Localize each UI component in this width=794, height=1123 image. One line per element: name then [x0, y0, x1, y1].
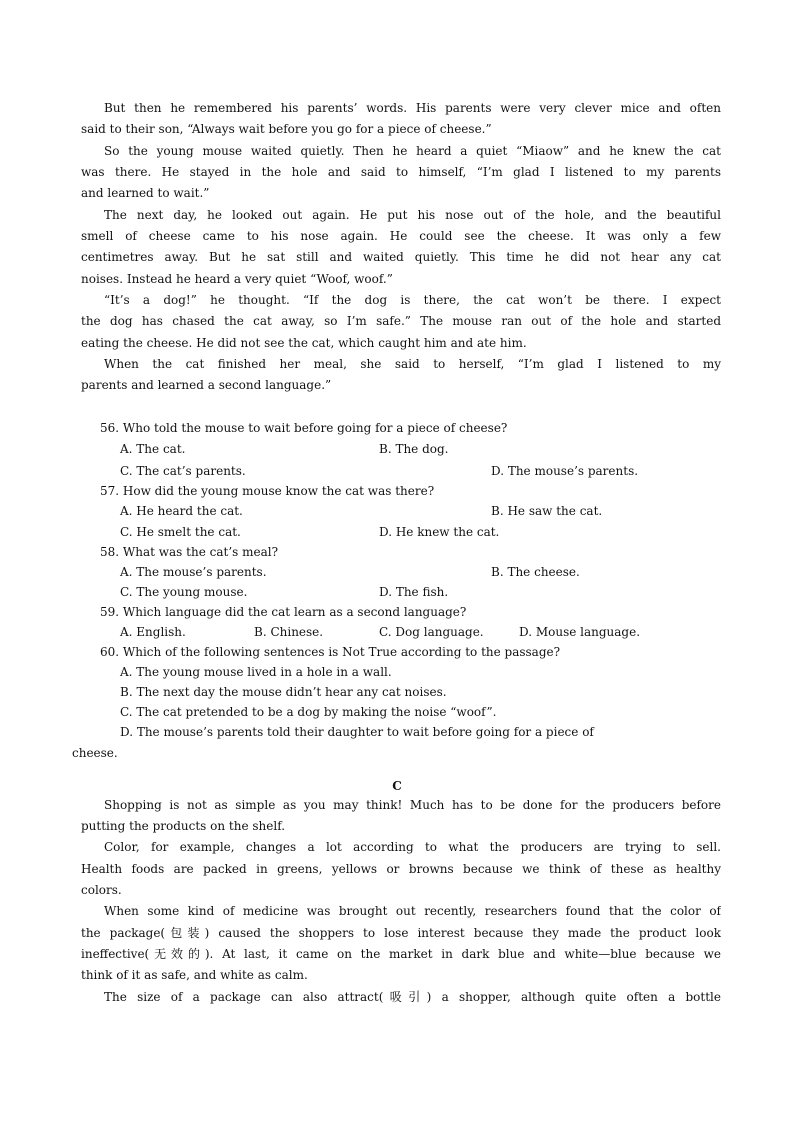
- question-56-stem: 56. Who told the mouse to wait before going for a piece of cheese?: [100, 421, 508, 435]
- passage-b-line: noises. Instead he heard a very quiet “Woof, woof.”: [81, 272, 393, 286]
- passage-c-line: When some kind of medicine was brought out recently, researchers found that the color of: [104, 904, 721, 918]
- question-59-option-b: B. Chinese.: [254, 625, 324, 639]
- passage-b-line: centimetres away. But he sat still and waited quietly. This time he did not hear any cat: [81, 250, 721, 264]
- question-60-stem: 60. Which of the following sentences is Not True according to the passage?: [100, 645, 561, 659]
- passage-c-line: putting the products on the shelf.: [81, 819, 286, 833]
- question-58-option-d: D. The fish.: [379, 585, 449, 599]
- passage-b-line: and learned to wait.”: [81, 186, 210, 200]
- passage-c-line: Color, for example, changes a lot according to what the producers are trying to sell.: [104, 840, 721, 854]
- question-57-option-b: B. He saw the cat.: [491, 504, 603, 518]
- passage-b-line: said to their son, “Always wait before you go for a piece of cheese.”: [81, 122, 492, 136]
- question-56-option-d: D. The mouse’s parents.: [491, 464, 639, 478]
- question-56-option-c: C. The cat’s parents.: [120, 464, 246, 478]
- question-59-stem: 59. Which language did the cat learn as a second language?: [100, 605, 467, 619]
- passage-b-line: When the cat finished her meal, she said to herself, “I’m glad I listened to my: [104, 357, 721, 371]
- question-57-stem: 57. How did the young mouse know the cat was there?: [100, 484, 435, 498]
- passage-c-line: the package(包装) caused the shoppers to lose interest because they made the product look: [81, 926, 721, 940]
- question-57-option-d: D. He knew the cat.: [379, 525, 500, 539]
- question-56-option-b: B. The dog.: [379, 442, 449, 456]
- question-58-option-b: B. The cheese.: [491, 565, 580, 579]
- question-60-option-d-cont: cheese.: [72, 746, 118, 760]
- question-59-option-a: A. English.: [120, 625, 186, 639]
- passage-b-line: parents and learned a second language.”: [81, 378, 332, 392]
- question-57-option-a: A. He heard the cat.: [120, 504, 243, 518]
- passage-c-line: Shopping is not as simple as you may think! Much has to be done for the producers before: [104, 798, 721, 812]
- question-60-option-c: C. The cat pretended to be a dog by making the noise “woof”.: [120, 705, 497, 719]
- question-59-option-c: C. Dog language.: [379, 625, 484, 639]
- passage-b-line: was there. He stayed in the hole and said to himself, “I’m glad I listened to my parents: [81, 165, 721, 179]
- question-60-option-d: D. The mouse’s parents told their daughter to wait before going for a piece of: [120, 725, 594, 739]
- question-58-option-a: A. The mouse’s parents.: [120, 565, 267, 579]
- passage-c-line: Health foods are packed in greens, yellows or browns because we think of these as healthy: [81, 862, 721, 876]
- question-58-stem: 58. What was the cat’s meal?: [100, 545, 279, 559]
- passage-b-line: So the young mouse waited quietly. Then he heard a quiet “Miaow” and he knew the cat: [104, 144, 721, 158]
- passage-b-line: the dog has chased the cat away, so I’m safe.” The mouse ran out of the hole and started: [81, 314, 721, 328]
- question-56-option-a: A. The cat.: [120, 442, 186, 456]
- question-59-option-d: D. Mouse language.: [519, 625, 641, 639]
- passage-c-line: ineffective(无效的). At last, it came on the market in dark blue and white—blue because we: [81, 947, 721, 961]
- question-58-option-c: C. The young mouse.: [120, 585, 248, 599]
- passage-b-line: But then he remembered his parents’ words. His parents were very clever mice and often: [104, 101, 721, 115]
- question-60-option-b: B. The next day the mouse didn’t hear any cat noises.: [120, 685, 447, 699]
- passage-c-line: The size of a package can also attract(吸引) a shopper, although quite often a bottle: [104, 990, 721, 1004]
- passage-b-line: eating the cheese. He did not see the cat, which caught him and ate him.: [81, 336, 527, 350]
- passage-b-line: “It’s a dog!” he thought. “If the dog is there, the cat won’t be there. I expect: [104, 293, 721, 307]
- passage-c-line: colors.: [81, 883, 122, 897]
- question-60-option-a: A. The young mouse lived in a hole in a wall.: [120, 665, 392, 679]
- question-57-option-c: C. He smelt the cat.: [120, 525, 241, 539]
- passage-c-line: think of it as safe, and white as calm.: [81, 968, 308, 982]
- section-heading-c: C: [392, 779, 402, 793]
- passage-b-line: The next day, he looked out again. He put his nose out of the hole, and the beautiful: [104, 208, 721, 222]
- passage-b-line: smell of cheese came to his nose again. He could see the cheese. It was only a few: [81, 229, 721, 243]
